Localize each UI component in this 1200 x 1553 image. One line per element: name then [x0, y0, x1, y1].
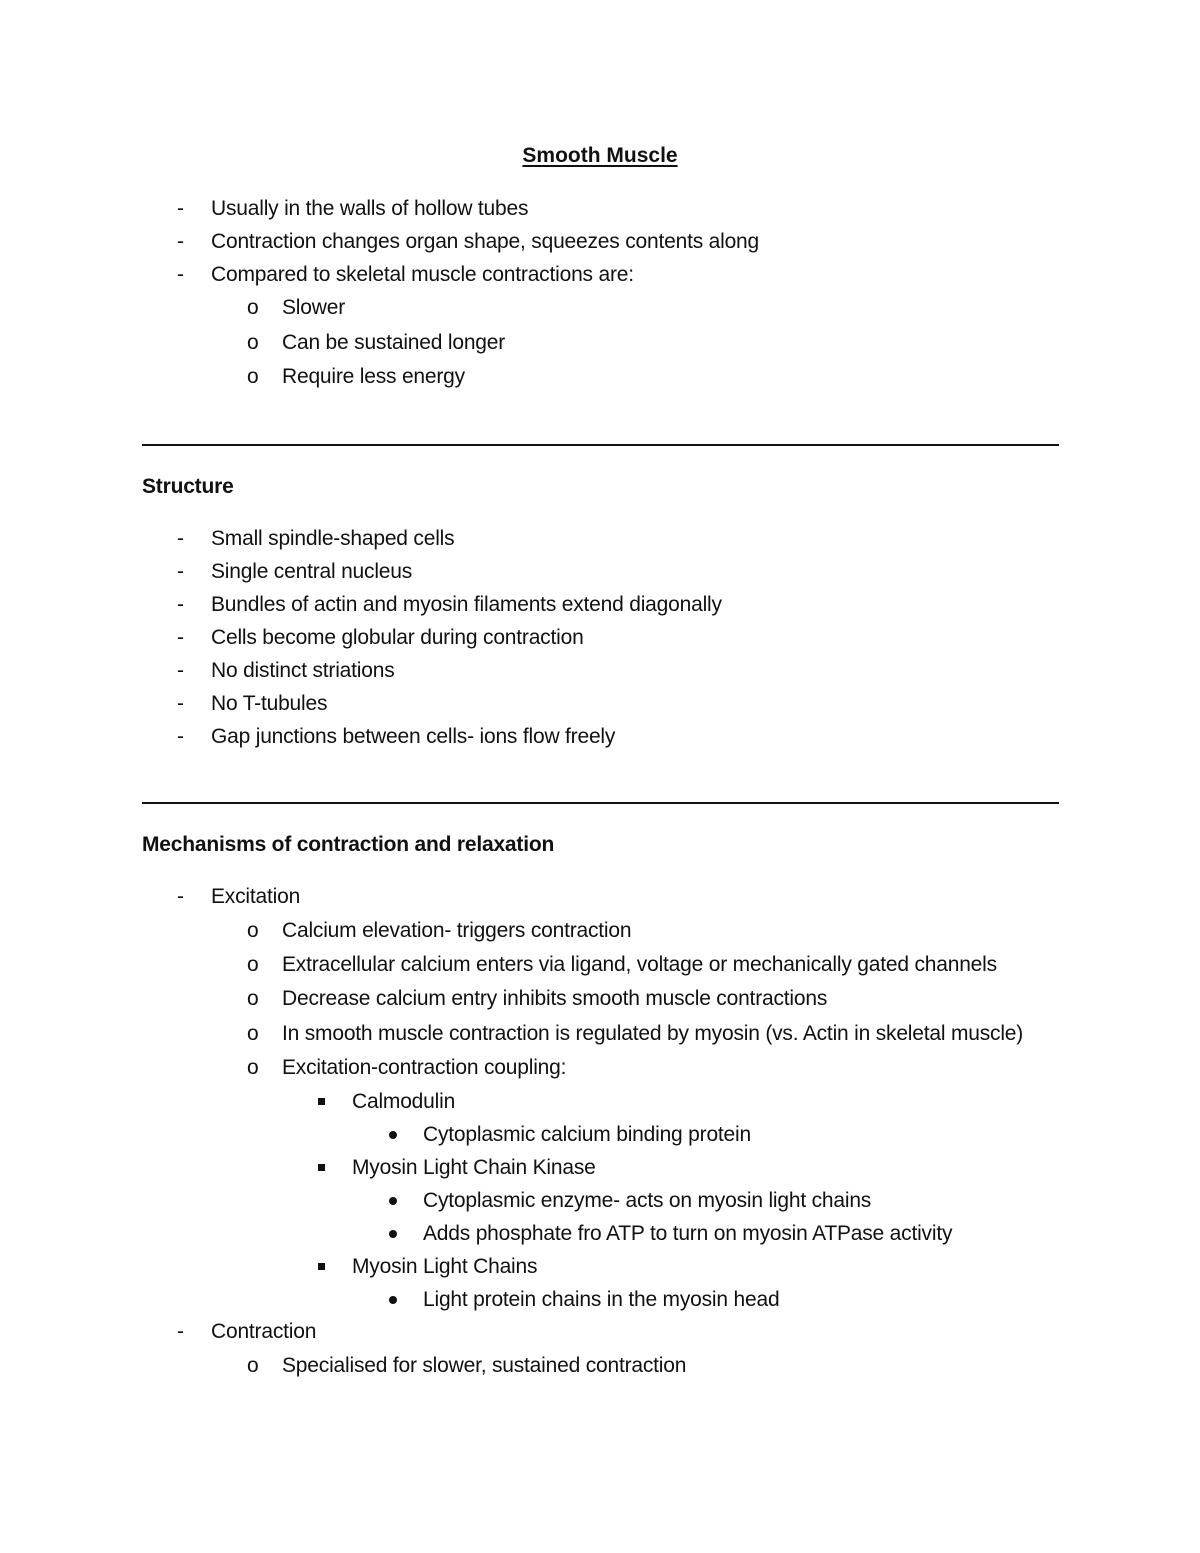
list-item-text: Excitation	[211, 885, 301, 908]
dash-marker: -	[177, 885, 184, 908]
circle-marker: o	[247, 987, 259, 1010]
level4-item-text: Cytoplasmic enzyme- acts on myosin light chains	[423, 1189, 872, 1212]
section-divider	[142, 802, 1059, 804]
square-bullet-icon	[318, 1098, 325, 1105]
list-item-text: Contraction changes organ shape, squeezes contents along	[211, 230, 760, 253]
sub-list-item-text: Extracellular calcium enters via ligand, voltage or mechanically gated channels	[282, 953, 997, 976]
dash-marker: -	[177, 725, 184, 748]
sub-list-item-text: Slower	[282, 296, 345, 319]
list-item-text: Usually in the walls of hollow tubes	[211, 197, 529, 220]
square-bullet-icon	[318, 1164, 325, 1171]
sub-list-item-text: Require less energy	[282, 365, 465, 388]
circle-marker: o	[247, 919, 259, 942]
circle-marker: o	[247, 331, 259, 354]
dash-marker: -	[177, 560, 184, 583]
circle-marker: o	[247, 296, 259, 319]
list-item-text: Contraction	[211, 1320, 317, 1343]
list-item-text: Compared to skeletal muscle contractions are:	[211, 263, 634, 286]
dash-marker: -	[177, 659, 184, 682]
sub-list-item-text: Decrease calcium entry inhibits smooth muscle contractions	[282, 987, 828, 1010]
circle-marker: o	[247, 1354, 259, 1377]
list-item-text: Single central nucleus	[211, 560, 413, 583]
list-item-text: Bundles of actin and myosin filaments extend diagonally	[211, 593, 722, 616]
dash-marker: -	[177, 626, 184, 649]
level3-item-text: Myosin Light Chains	[352, 1255, 538, 1278]
dash-marker: -	[177, 197, 184, 220]
dash-marker: -	[177, 263, 184, 286]
sub-list-item-text: Can be sustained longer	[282, 331, 506, 354]
round-bullet-icon	[389, 1296, 397, 1304]
section-divider	[142, 444, 1059, 446]
list-item-text: Gap junctions between cells- ions flow freely	[211, 725, 616, 748]
sub-list-item-text: In smooth muscle contraction is regulated by myosin (vs. Actin in skeletal muscle)	[282, 1022, 1024, 1045]
list-item-text: Cells become globular during contraction	[211, 626, 584, 649]
circle-marker: o	[247, 953, 259, 976]
level4-item-text: Adds phosphate fro ATP to turn on myosin ATPase activity	[423, 1222, 953, 1245]
square-bullet-icon	[318, 1263, 325, 1270]
page-title: Smooth Muscle	[522, 144, 678, 167]
dash-marker: -	[177, 593, 184, 616]
dash-marker: -	[177, 1320, 184, 1343]
circle-marker: o	[247, 1022, 259, 1045]
round-bullet-icon	[389, 1131, 397, 1139]
list-item-text: No T-tubules	[211, 692, 328, 715]
level3-item-text: Myosin Light Chain Kinase	[352, 1156, 596, 1179]
round-bullet-icon	[389, 1197, 397, 1205]
circle-marker: o	[247, 365, 259, 388]
section-heading-structure: Structure	[142, 475, 234, 498]
dash-marker: -	[177, 527, 184, 550]
level4-item-text: Light protein chains in the myosin head	[423, 1288, 780, 1311]
dash-marker: -	[177, 230, 184, 253]
level4-item-text: Cytoplasmic calcium binding protein	[423, 1123, 751, 1146]
level3-item-text: Calmodulin	[352, 1090, 456, 1113]
sub-list-item-text: Calcium elevation- triggers contraction	[282, 919, 632, 942]
list-item-text: No distinct striations	[211, 659, 395, 682]
dash-marker: -	[177, 692, 184, 715]
list-item-text: Small spindle-shaped cells	[211, 527, 455, 550]
round-bullet-icon	[389, 1230, 397, 1238]
section-heading-mechanisms: Mechanisms of contraction and relaxation	[142, 833, 555, 856]
circle-marker: o	[247, 1056, 259, 1079]
sub-list-item-text: Excitation-contraction coupling:	[282, 1056, 567, 1079]
sub-list-item-text: Specialised for slower, sustained contraction	[282, 1354, 687, 1377]
